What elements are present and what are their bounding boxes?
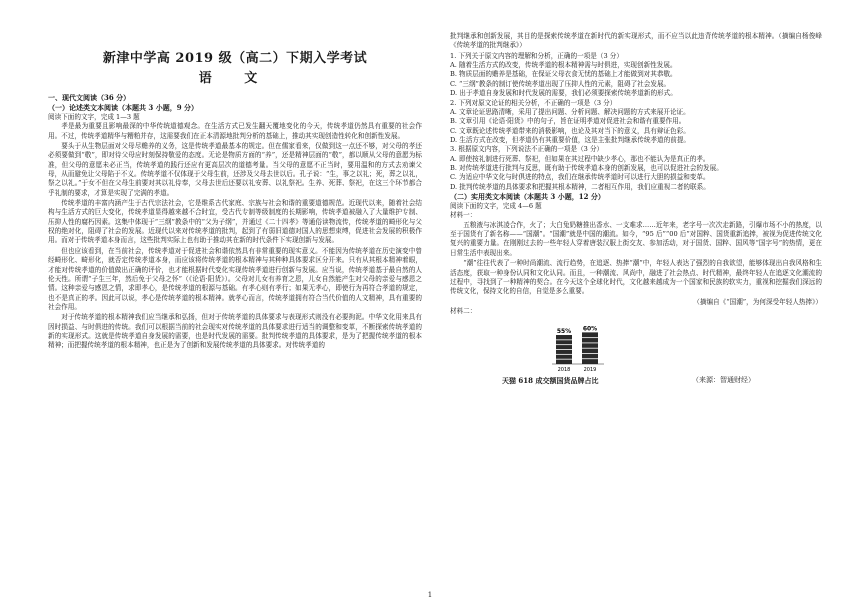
option-b: B. 物质层面的赡养是基础，在保证父母衣食无忧的基础上才能做到对其恭敬。 [450, 70, 677, 79]
chart-source: （来源：智通财经） [692, 376, 755, 385]
sub1-instruction: 阅读下面的文字，完成 1—3 题 [48, 112, 140, 121]
option-c: C. 为适应中华文化与时俱进的特点，我们在继承传统孝道时可以进行大胆的损益和变革。 [450, 173, 710, 182]
bar-category-label: 2018 [557, 367, 571, 373]
option-a: A. 即使按礼制进行死葬、祭祀，但如果在其过程中缺少孝心，那也不能认为是真正的孝。 [450, 154, 710, 163]
bar-chart [450, 318, 822, 388]
passage-paragraph-4: 但也应该看到，在当前社会，传统孝道对于促进社会和谐依然具有非常重要的现实意义。不能因为传统孝道在历史演变中曾经畸形化、畸形化，就否定传统孝道本身，而应该将传统孝道的根本精神与其种种具体要求区分开来。只有从其根本精神着眼，才能对传统孝道的价值做出正确的评价，也才能根据时代变化实现传统孝道进行创新与发展。应当说，传统孝道基于最自然的人伦天性。所谓“子生三年，然后免于父母之怀”（《论语·阳货》）。父母对儿女有养育之恩，儿女自然能产生对父母的亲爱与感恩之情。这种亲爱与感恩之情，求即孝心，是传统孝道的根源与基础。有孝心则有孝行；如果无孝心，即使行为再符合孝道的规定，也不是真正的孝。因此可以说，孝心是传统孝道的根本精神。就孝心而言，传统孝道拥有符合当代价值的人文精神，具有重要的社会作用。 [48, 246, 422, 311]
question-stem: 2. 下列对原文论证的相关分析，不正确的一项是（3 分） [450, 98, 617, 107]
page-number: 1 [427, 591, 433, 599]
sub2-heading: （二）实用类文本阅读（本题共 3 小题，12 分） [450, 192, 605, 202]
material1-paragraph-1: 五粮液与冰淇凌合作，火了；大白兔奶糖推出香水、一支难求……近年来，老字号一次次走新路，引爆市场不小的热度，以至于国货有了新名称——“国潮”。“国潮”就是中国的潮流。如今，“95 后”“00 后”对国粹、国货重新追捧，被视为促进传统文化复兴的重要力量。在刚刚过去的一些年轻人穿着唐装汉服上街交友、参加活动，对于国货、国粹、国风等“国字号”的热情，更在日常生活中表现出来。 [450, 220, 822, 257]
option-c: C. 文章既论述传统孝道带来的消极影响，也论及其对当下的意义，具有辩证色彩。 [450, 126, 690, 135]
option-d: D. 生活方式在改变，但孝道仍有其重要价值，这是主张批判继承传统孝道的前提。 [450, 135, 691, 144]
material1-label: 材料一： [450, 211, 477, 220]
material1-paragraph-2: “潮”往往代表了一种时尚潮流、流行趋势，在追逐、热捧“潮”中，年轻人表达了强烈的自我欲望，能够体现出自我风格和生活态度，获取一种身份认同和文化认同。而且，一种潮流、风尚中，融进了社会热点、时代精神，最终年轻人在追逐文化潮流的过程中，寻找到了一种精神的契合。在今天这个全球化时代，文化越来越成为一个国家和民族的软实力，重视和挖掘我们深远的传统文化，保持文化的自信，自觉是多么重要。 [450, 259, 822, 296]
section1-heading: 一、现代文阅读（36 分） [48, 92, 131, 102]
passage-paragraph-5: 对于传统孝道的根本精神我们应当继承和弘扬，但对于传统孝道的具体要求与表现形式则没有必要拘泥。中华文化用来具有因时损益、与时俱进的传统。我们可以根据当前的社会现实对传统孝道的具体要求进行适当的调整和变革，不断探索传统孝道的新的实现形式。这就是传统孝道自身发展的需要，也是时代发展的需要。批判传统孝道的具体要求，是为了把握传统孝道的根本精神；而把握传统孝道的根本精神，也正是为了创新和发展传统孝道的具体要求。对传统孝道的 [48, 313, 422, 350]
material1-source: （摘编自《“国潮”，为何深受年轻人热捧》） [693, 297, 822, 306]
material2-label: 材料二： [450, 307, 477, 315]
question-1 [450, 52, 822, 99]
passage-paragraph-2: 要头于从生物层面对父母尽赡养的义务，这是传统孝道最基本的规定。但在儒家看来，仅做到这一点还不够，对父母的孝还必须要做到“敬”，即对待父母应时刻保持敬爱的态度。无论是物质方面的“养”，还是精神层面的“敬”，都以顺从父母的意愿为标准，但父母的意愿未必正当，传统孝道的践行还应有更高层次的道德考量。当父母的意愿不正当时，要用温和的方式去劝谏父母，从而避免让父母陷于不义。传统孝道不仅体现于父母生前，还涉及父母去世以后。孔子说：“生，事之以礼；死，葬之以礼，祭之以礼。”于女不但在父母生前要对其以礼侍奉，父母去世后还要以礼安葬、以礼祭祀。生养、死葬、祭祀，在这三个环节都合乎礼制的要求，才算是实现了完满的孝道。 [48, 141, 422, 197]
question-3 [450, 145, 822, 192]
passage-paragraph-1: 孝是最为重要且影响最深的中华传统道德观念。在生活方式已发生翻天覆地变化的今天，传统孝道仍然具有重要的社会作用。不过，传统孝道精华与糟粕并存，这需要我们在正本清源地批判分析的基础上，推动其实现创造性转化和创新性发展。 [48, 122, 422, 140]
bar-value-label: 55% [556, 328, 572, 336]
passage-continued: 批判继承和创新发展，其目的是探索传统孝道在新时代的新实现形式，而不应当以此违背传统孝道的根本精神。（摘编自杨俊峰《传统孝道的批判继承》） [450, 32, 822, 50]
exam-title: 新津中学高 2019 级（高二）下期入学考试 [102, 51, 368, 66]
option-a: A. 文章论证思路清晰，采用了提出问题、分析问题、解决问题的方式来展开论证。 [450, 107, 690, 116]
chart-title: 天猫 618 成交额国货品牌占比 [502, 376, 599, 386]
sub1-heading: （一）论述类文本阅读（本题共 3 小题，9 分） [48, 102, 199, 112]
exam-subject: 语 文 [198, 71, 272, 87]
question-2 [450, 99, 822, 146]
option-c: C. “三纲”教条的制订使传统孝道出现了压抑人性的元素，阻碍了社会发展。 [450, 79, 671, 88]
option-d: D. 批判传统孝道的具体要求和把握其根本精神，二者相互作用，我们应重视二者的联系。 [450, 182, 710, 191]
bar-chart-svg [548, 318, 608, 372]
option-a: A. 随着生活方式的改变，传统孝道的根本精神需与时俱进，实现创新性发展。 [450, 61, 677, 70]
option-d: D. 出于孝道自身发展和时代发展的需要，我们必须要探索传统孝道新的形式。 [450, 89, 677, 98]
bar-value-label: 60% [582, 325, 598, 333]
question-stem: 1. 下列关于原文内容的理解和分析，正确的一项是（3 分） [450, 51, 623, 60]
option-b: B. 文章引用《论语·阳货》中的句子，旨在证明孝道对促进社会和谐有重要作用。 [450, 117, 686, 126]
bar-category-label: 2019 [583, 367, 597, 373]
option-b: B. 对传统孝道进行批判与反思，既有助于传统孝道本身的创新发展，也可以促进社会的发展。 [450, 164, 723, 173]
sub2-instruction: 阅读下面的文字，完成 4—6 题 [450, 202, 542, 211]
left-column [48, 0, 422, 352]
right-column [450, 0, 822, 388]
question-stem: 3. 根据原文内容，下列说法不正确的一项是（3 分） [450, 145, 604, 154]
passage-paragraph-3: 传统孝道的丰富内涵产生于古代宗法社会，它是维系古代家庭、宗族与社会和谐的重要道德规范。近现代以来，随着社会结构与生活方式的巨大变化，传统孝道显得越来越不合时宜，受古代专制等级制度的长期影响，传统孝道被融入了大量维护专制、压抑人性的腐朽因素。这集中体现于“三纲”教条中的“父为子纲”，并通过《二十四孝》等通俗读物流传，传统孝道的畸形化与父权的绝对化，阻碍了社会的发展。近现代以来对传统孝道的批判，起到了有弱旧道德对国人的思想束缚，促进社会发展的积极作用。而对于传统孝道本身而言，这些批判实际上也有助于推动其在新的时代条件下实现创新与发展。 [48, 199, 422, 245]
